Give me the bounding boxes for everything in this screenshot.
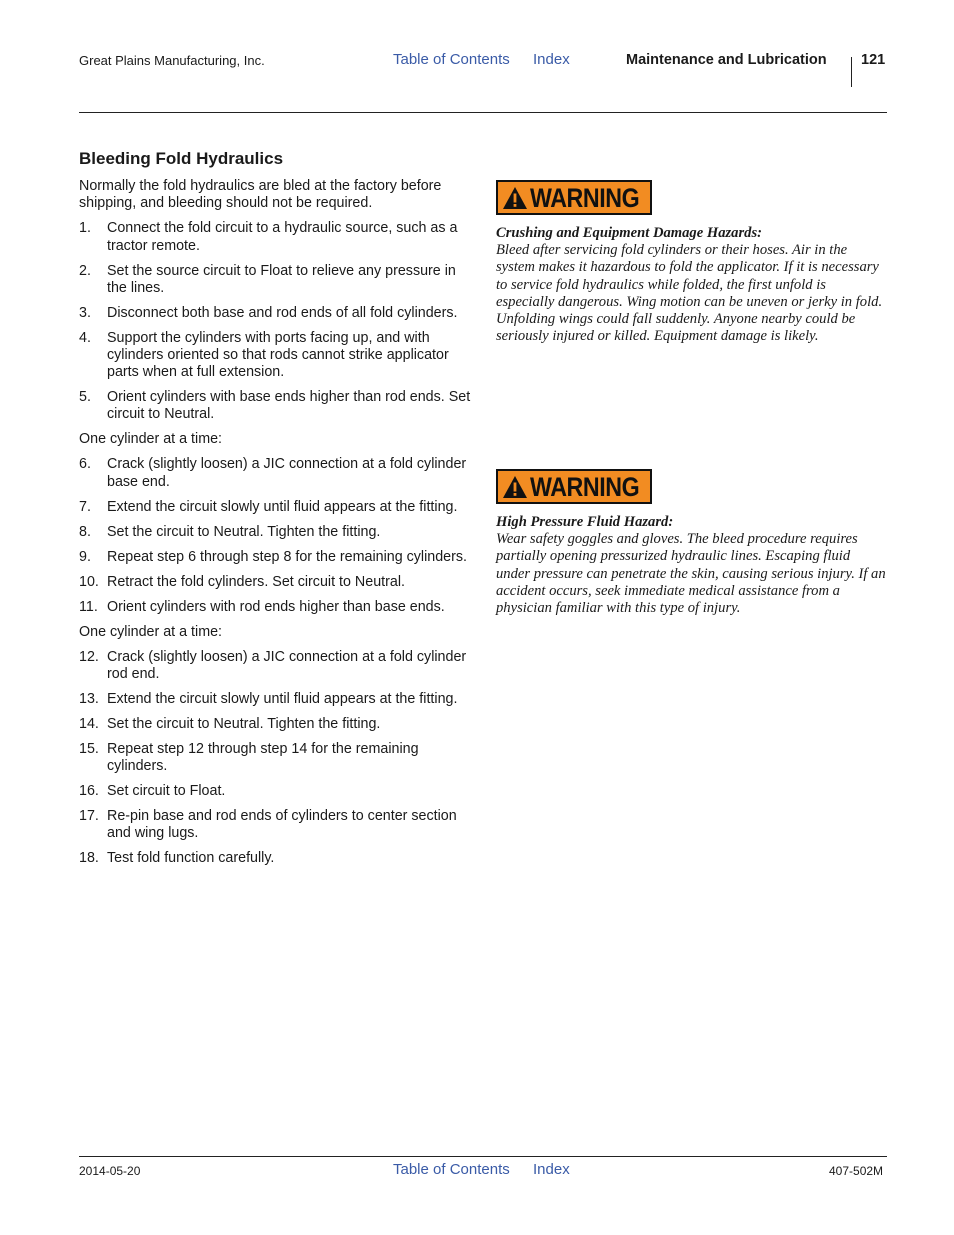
step-text: Re-pin base and rod ends of cylinders to center section and wing lugs. xyxy=(107,808,457,842)
step-number: 17. xyxy=(79,808,99,825)
step-text: Disconnect both base and rod ends of all fold cylinders. xyxy=(107,304,458,321)
step-text: Set circuit to Float. xyxy=(107,783,226,800)
left-column xyxy=(79,148,471,875)
warning-title: Crushing and Equipment Damage Hazards: xyxy=(496,225,762,241)
list-item xyxy=(79,649,471,683)
section-title: Maintenance and Lubrication xyxy=(626,52,827,68)
list-item xyxy=(79,499,471,516)
list-item xyxy=(79,850,471,867)
warning-badge xyxy=(496,180,652,215)
step-text: Orient cylinders with rod ends higher than base ends. xyxy=(107,598,445,615)
warning-block-pressure xyxy=(496,469,888,617)
page-number: 121 xyxy=(861,52,886,68)
step-number: 5. xyxy=(79,389,91,406)
list-item xyxy=(79,599,471,616)
list-item xyxy=(79,808,471,842)
step-text: Support the cylinders with ports facing up, and with cylinders oriented so that rods cannot strike applicator parts when at full extension. xyxy=(107,329,449,381)
step-number: 11. xyxy=(79,598,98,615)
step-number: 9. xyxy=(79,548,91,565)
step-text: Test fold function carefully. xyxy=(107,850,275,867)
list-item xyxy=(79,220,471,254)
list-item xyxy=(79,574,471,591)
steps-list-a xyxy=(79,220,471,423)
list-item xyxy=(79,263,471,297)
document-number: 407-502M xyxy=(829,1164,884,1178)
list-item xyxy=(79,716,471,733)
header-index-link[interactable]: Index xyxy=(533,51,570,68)
warning-title: High Pressure Fluid Hazard: xyxy=(496,514,674,530)
list-item xyxy=(79,456,471,490)
list-item xyxy=(79,305,471,322)
step-number: 2. xyxy=(79,262,91,279)
list-item xyxy=(79,741,471,775)
step-number: 4. xyxy=(79,329,91,346)
footer-rule xyxy=(79,1156,887,1157)
step-number: 7. xyxy=(79,498,91,515)
sub-heading-a: One cylinder at a time: xyxy=(79,431,223,448)
list-item xyxy=(79,691,471,708)
step-text: Extend the circuit slowly until fluid appears at the fitting. xyxy=(107,690,458,707)
page-heading: Bleeding Fold Hydraulics xyxy=(79,149,284,168)
header-divider xyxy=(851,57,852,87)
step-text: Connect the fold circuit to a hydraulic source, such as a tractor remote. xyxy=(107,220,458,254)
step-text: Repeat step 12 through step 14 for the remaining cylinders. xyxy=(107,740,419,775)
step-text: Crack (slightly loosen) a JIC connection at a fold cylinder rod end. xyxy=(107,648,467,682)
step-number: 1. xyxy=(79,220,91,237)
step-text: Crack (slightly loosen) a JIC connection at a fold cylinder base end. xyxy=(107,456,467,490)
intro-paragraph: Normally the fold hydraulics are bled at the factory before shipping, and bleeding should not be required. xyxy=(79,178,442,212)
step-text: Set the circuit to Neutral. Tighten the fitting. xyxy=(107,715,381,732)
warning-label: WARNING xyxy=(530,471,640,502)
footer-date: 2014-05-20 xyxy=(79,1164,141,1178)
step-number: 6. xyxy=(79,456,91,473)
step-text: Retract the fold cylinders. Set circuit to Neutral. xyxy=(107,573,405,590)
steps-list-b xyxy=(79,456,471,615)
step-text: Extend the circuit slowly until fluid appears at the fitting. xyxy=(107,498,458,515)
warning-body: Wear safety goggles and gloves. The bleed procedure requires partially opening pressurized hydraulic lines. Escaping fluid under pressure can penetrate the skin, causing serious injury. If an accident occurs, seek immediate medical assistance from a physician familiar with this type of injury. xyxy=(496,531,886,617)
warning-triangle-icon xyxy=(502,186,528,210)
steps-list-c xyxy=(79,649,471,868)
step-text: Repeat step 6 through step 8 for the remaining cylinders. xyxy=(107,548,468,565)
step-text: Set the source circuit to Float to relieve any pressure in the lines. xyxy=(107,262,456,296)
sub-heading-b: One cylinder at a time: xyxy=(79,623,223,640)
warning-label: WARNING xyxy=(530,182,640,213)
list-item xyxy=(79,549,471,566)
list-item xyxy=(79,524,471,541)
step-number: 3. xyxy=(79,304,91,321)
step-number: 10. xyxy=(79,573,99,590)
step-text: Set the circuit to Neutral. Tighten the fitting. xyxy=(107,523,381,540)
step-number: 8. xyxy=(79,523,91,540)
list-item xyxy=(79,783,471,800)
header-table-of-contents-link[interactable]: Table of Contents xyxy=(393,51,510,68)
footer-table-of-contents-link[interactable]: Table of Contents xyxy=(393,1161,510,1178)
warning-block-crushing xyxy=(496,180,888,345)
step-number: 14. xyxy=(79,715,99,732)
step-number: 13. xyxy=(79,690,99,707)
company-name: Great Plains Manufacturing, Inc. xyxy=(79,53,265,68)
warning-body: Bleed after servicing fold cylinders or their hoses. Air in the system makes it hazardous to fold the applicator. If it is necessary to service fold hydraulics while folded, the first unfold is especially dangerous. Wing motion can be uneven or jerky in fold. Unfolding wings could fall suddenly. Anyone nearby could be seriously injured or killed. Equipment damage is likely. xyxy=(496,242,883,345)
step-number: 16. xyxy=(79,783,99,800)
list-item xyxy=(79,330,471,382)
step-text: Orient cylinders with base ends higher than rod ends. Set circuit to Neutral. xyxy=(107,389,471,423)
header-rule xyxy=(79,112,887,113)
list-item xyxy=(79,389,471,423)
footer-index-link[interactable]: Index xyxy=(533,1161,570,1178)
step-number: 12. xyxy=(79,648,99,665)
warning-badge xyxy=(496,469,652,504)
warning-triangle-icon xyxy=(502,475,528,499)
step-number: 18. xyxy=(79,850,99,867)
step-number: 15. xyxy=(79,740,99,757)
